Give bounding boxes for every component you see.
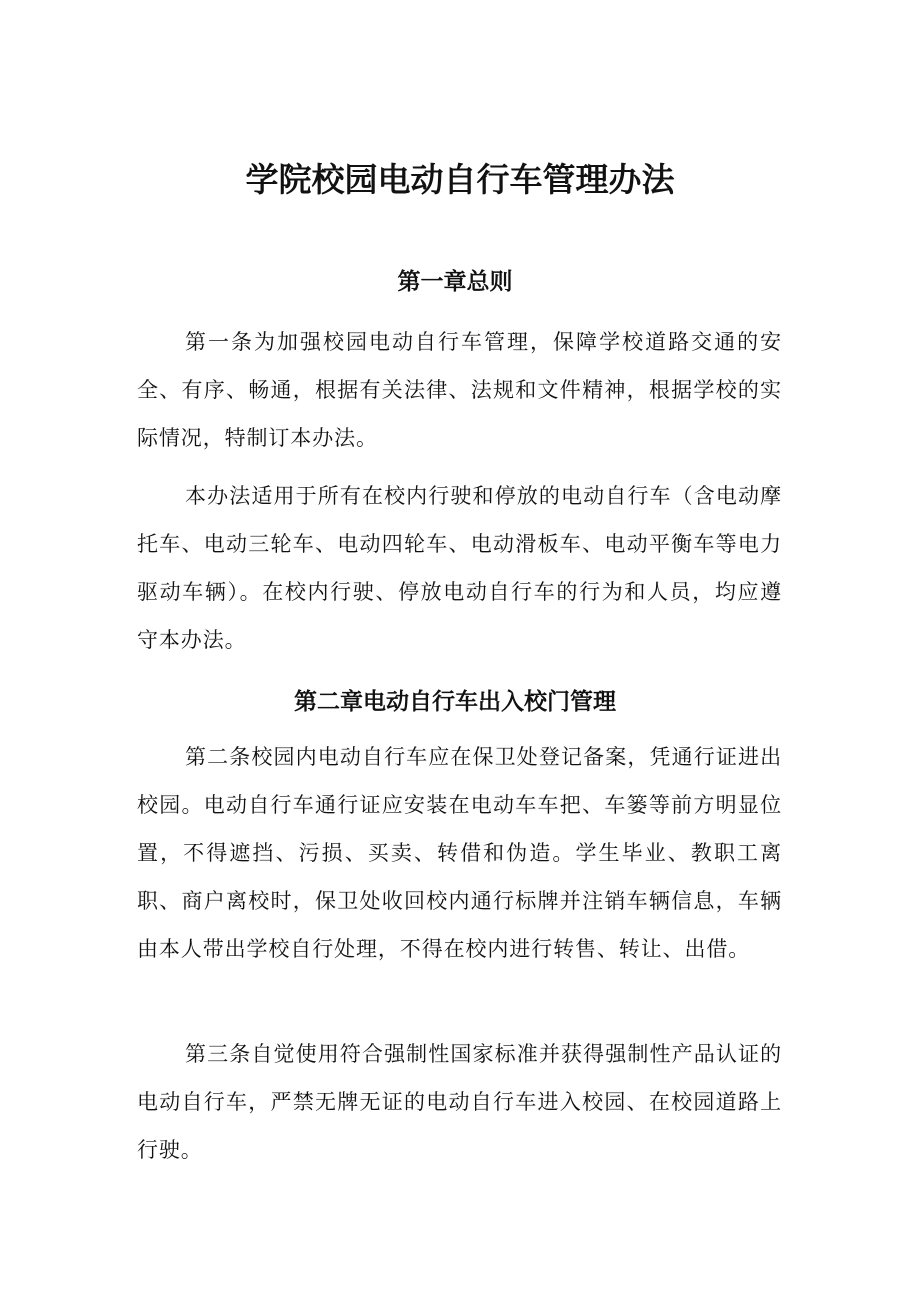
article-3-paragraph: 第三条自觉使用符合强制性国家标准并获得强制性产品认证的电动自行车，严禁无牌无证的电动自行车进入校园、在校园道路上行驶。 [137,1042,782,1162]
chapter-1-heading: 第一章总则 [397,269,513,295]
scope-paragraph: 本办法适用于所有在校内行驶和停放的电动自行车（含电动摩托车、电动三轮车、电动四轮车、电动滑板车、电动平衡车等电力驱动车辆）。在校内行驶、停放电动自行车的行为和人员，均应遵守本办法。 [137,484,782,652]
article-1-paragraph: 第一条为加强校园电动自行车管理，保障学校道路交通的安全、有序、畅通，根据有关法律、法规和文件精神，根据学校的实际情况，特制订本办法。 [137,330,782,450]
article-2-paragraph: 第二条校园内电动自行车应在保卫处登记备案，凭通行证进出校园。电动自行车通行证应安装在电动车车把、车篓等前方明显位置，不得遮挡、污损、买卖、转借和伪造。学生毕业、教职工离职、商户离校时，保卫处收回校内通行标牌并注销车辆信息，车辆由本人带出学校自行处理，不得在校内进行转售、转让、出借。 [137,745,782,961]
chapter-2-heading: 第二章电动自行车出入校门管理 [294,689,616,715]
document-title: 学院校园电动自行车管理办法 [245,160,675,199]
